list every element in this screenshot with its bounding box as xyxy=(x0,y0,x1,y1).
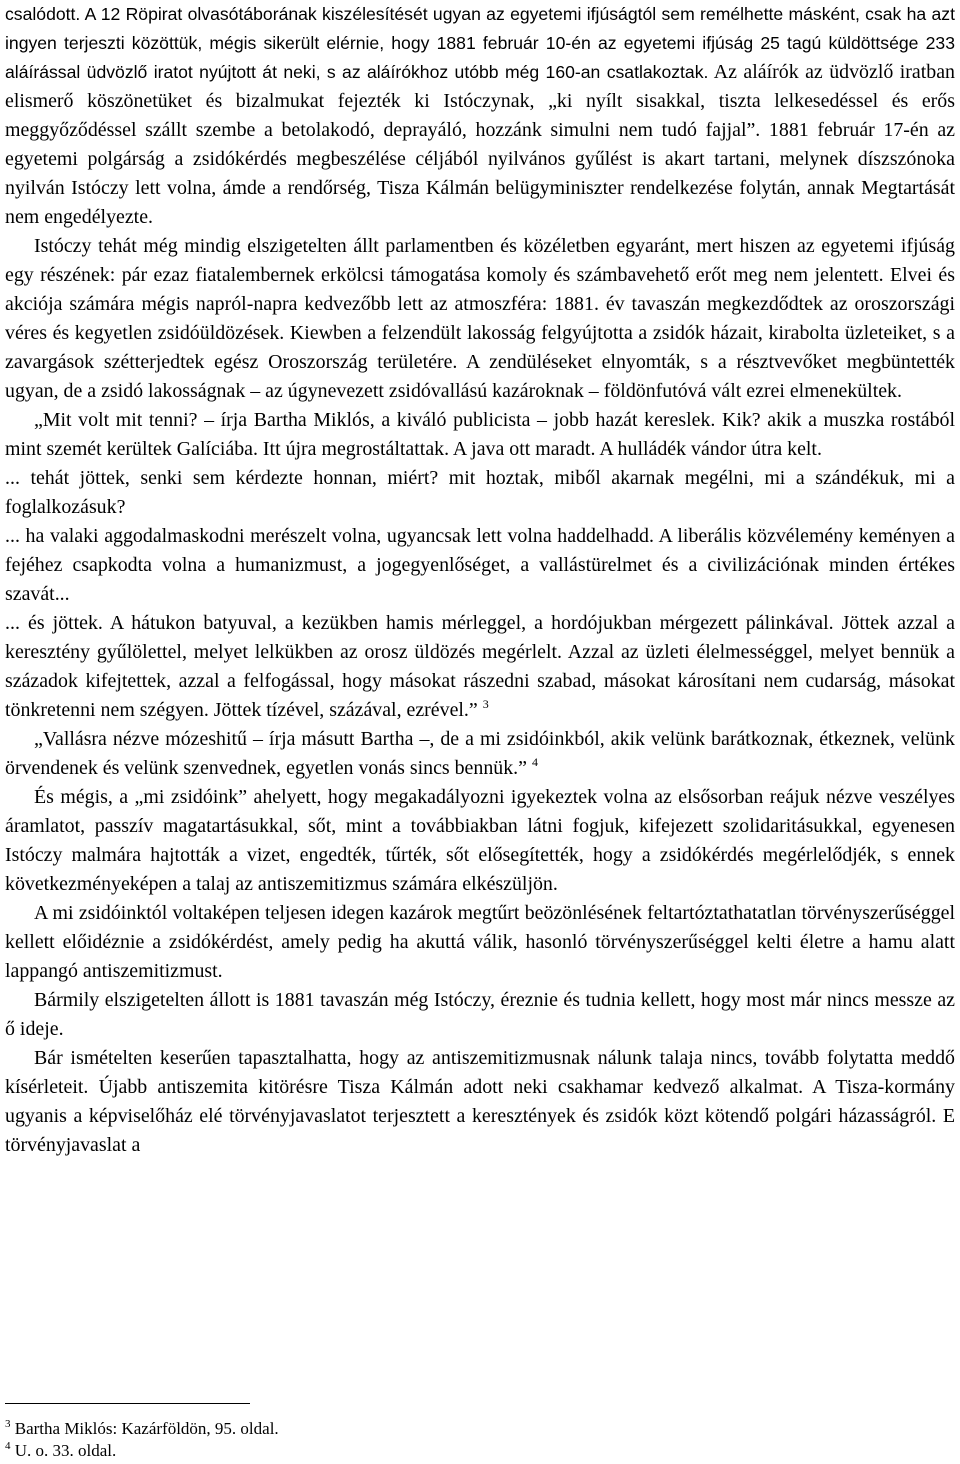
text-run: Istóczy tehát még mindig elszigetelten állt parlamentben és közéletben egyaránt, mert hiszen az egyetemi ifjúság egy részének: pár ezaz fiatalembernek erkölcsi támogatása komoly és számbavehető erőt meg nem jelentett. Elvei és akciója számára mégis napról-napra kedvezőbb lett az atmoszféra: 1881. év tavaszán megkezdődtek az oroszországi véres és kegyetlen zsidóüldözések. Kiewben a felzendült lakosság felgyújtotta a zsidók házait, kirabolta üzleteiket, s a zavargások szétterjedtek egész Oroszország területére. A zendüléseket elnyomták, s a résztvevőket megbüntették ugyan, de a zsidó lakosságnak – az úgynevezett zsidóvallású kazároknak – földönfutóvá vált ezrei elmenekültek. xyxy=(5,235,955,402)
text-run: csalódott. A 12 Röpirat olvasótáborának kiszélesítését ugyan az egyetemi ifjúságtól sem remélhette másként, csak ha azt ingyen terjeszti közöttük, mégis sikerült elérnie, hogy 1881 február 10-én az egyetemi ifjúság 25 tagú küldöttsége 233 aláírással üdvözlő iratot nyújtott át neki, s az aláírókhoz utóbb még 160-an csatlakoztak. xyxy=(5,4,955,82)
footnote-text: Bartha Miklós: Kazárföldön, 95. oldal. xyxy=(14,1419,279,1438)
text-run: ... ha valaki aggodalmaskodni merészelt volna, ugyancsak lett volna haddelhadd. A liberális közvélemény keményen a fejéhez csapkodta volna a humanizmust, a jogegyenlőséget, a vallástürelmet és a civilizációnak minden értékes szavát... xyxy=(5,525,955,605)
footnote-reference[interactable]: 4 xyxy=(531,755,538,769)
footnote-number: 4 xyxy=(5,1440,11,1452)
text-run: Bármily elszigetelten állott is 1881 tavaszán még Istóczy, éreznie és tudnia kellett, hogy most már nincs messze az ő ideje. xyxy=(5,989,955,1040)
footnote-4 xyxy=(5,1440,116,1462)
body-text xyxy=(5,0,955,1160)
paragraph xyxy=(5,725,955,783)
text-run: „Vallásra nézve mózeshitű – írja másutt Bartha –, de a mi zsidóinkból, akik velünk barátkoznak, étkeznek, velünk örvendenek és velünk szenvednek, egyetlen vonás sincs bennük.” xyxy=(5,728,955,779)
footnote-reference[interactable]: 3 xyxy=(482,697,489,711)
paragraph xyxy=(5,1044,955,1160)
footnote-number: 3 xyxy=(5,1418,11,1430)
text-run: „Mit volt mit tenni? – írja Bartha Miklós, a kiváló publicista – jobb hazát kereslek. Kik? akik a muszka rostából mint szemét kerültek Galíciába. Itt újra megrostáltattak. A java ott maradt. A hulládék vándor útra kelt. xyxy=(5,409,955,460)
text-run: ... és jöttek. A hátukon batyuval, a kezükben hamis mérleggel, a hordójukban mérgezett pálinkával. Jöttek azzal a keresztény gyűlölettel, melyet lelkükben az orosz üldözés megérlelt. Azzal az üzleti élelmességgel, melyet bennük a századok kifejtettek, azzal a felfogással, hogy másokat rászedni szabad, másokat károsítani nem cudarság, másokat tönkretenni nem szégyen. Jöttek tízével, százával, ezrével.” xyxy=(5,612,955,721)
text-run: És mégis, a „mi zsidóink” ahelyett, hogy megakadályozni igyekeztek volna az elsősorban reájuk nézve veszélyes áramlatot, passzív magatartásukkal, sőt, mint a továbbiakban látni fogjuk, kifejezett szolidaritásukkal, egyenesen Istóczy malmára hajtották a vizet, engedték, tűrték, sőt elősegítették, hogy a zsidókérdés megérlelődjék, s ennek következményeképen a talaj az antiszemitizmus számára elkészüljön. xyxy=(5,786,955,895)
paragraph xyxy=(5,899,955,986)
footnote-3 xyxy=(5,1418,279,1440)
footnote-separator xyxy=(5,1403,250,1404)
paragraph xyxy=(5,783,955,899)
text-run: Az aláírók az üdvözlő iratban elismerő köszönetüket és bizalmukat fejezték ki Istóczynak, „ki nyílt sisakkal, tiszta lelkesedéssel és erős meggyőződéssel szállt szembe a betolakodó, deprayáló, hozzánk simulni nem tudó fajjal”. 1881 február 17-én az egyetemi polgárság a zsidókérdés megbeszélése céljából nyilvános gyűlést is akart tartani, melynek díszszónoka nyilván Istóczy lett volna, ámde a rendőrség, Tisza Kálmán belügyminiszter rendelkezése folytán, annak Megtartását nem engedélyezte. xyxy=(5,61,955,228)
paragraph xyxy=(5,232,955,406)
text-run: A mi zsidóinktól voltaképen teljesen idegen kazárok megtűrt beözönlésének feltartóztathatatlan törvényszerűséggel kellett előidéznie a zsidókérdést, amely pedig ha akuttá válik, hasonló törvényszerűséggel kelti életre a hamu alatt lappangó antiszemitizmust. xyxy=(5,902,955,982)
paragraph xyxy=(5,406,955,464)
paragraph xyxy=(5,522,955,609)
paragraph xyxy=(5,986,955,1044)
text-run: Bár ismételten keserűen tapasztalhatta, hogy az antiszemitizmusnak nálunk talaja nincs, tovább folytatta meddő kísérleteit. Újabb antiszemita kitörésre Tisza Kálmán adott neki csakhamar kedvező alkalmat. A Tisza-kormány ugyanis a képviselőház elé törvényjavaslatot terjesztett a keresztények és zsidók közt kötendő polgári házasságról. E törvényjavaslat a xyxy=(5,1047,955,1156)
footnote-text: U. o. 33. oldal. xyxy=(14,1441,117,1460)
paragraph xyxy=(5,609,955,725)
paragraph xyxy=(5,464,955,522)
text-run: ... tehát jöttek, senki sem kérdezte honnan, miért? mit hoztak, miből akarnak megélni, mi a szándékuk, mi a foglalkozásuk? xyxy=(5,467,955,518)
paragraph xyxy=(5,0,955,232)
